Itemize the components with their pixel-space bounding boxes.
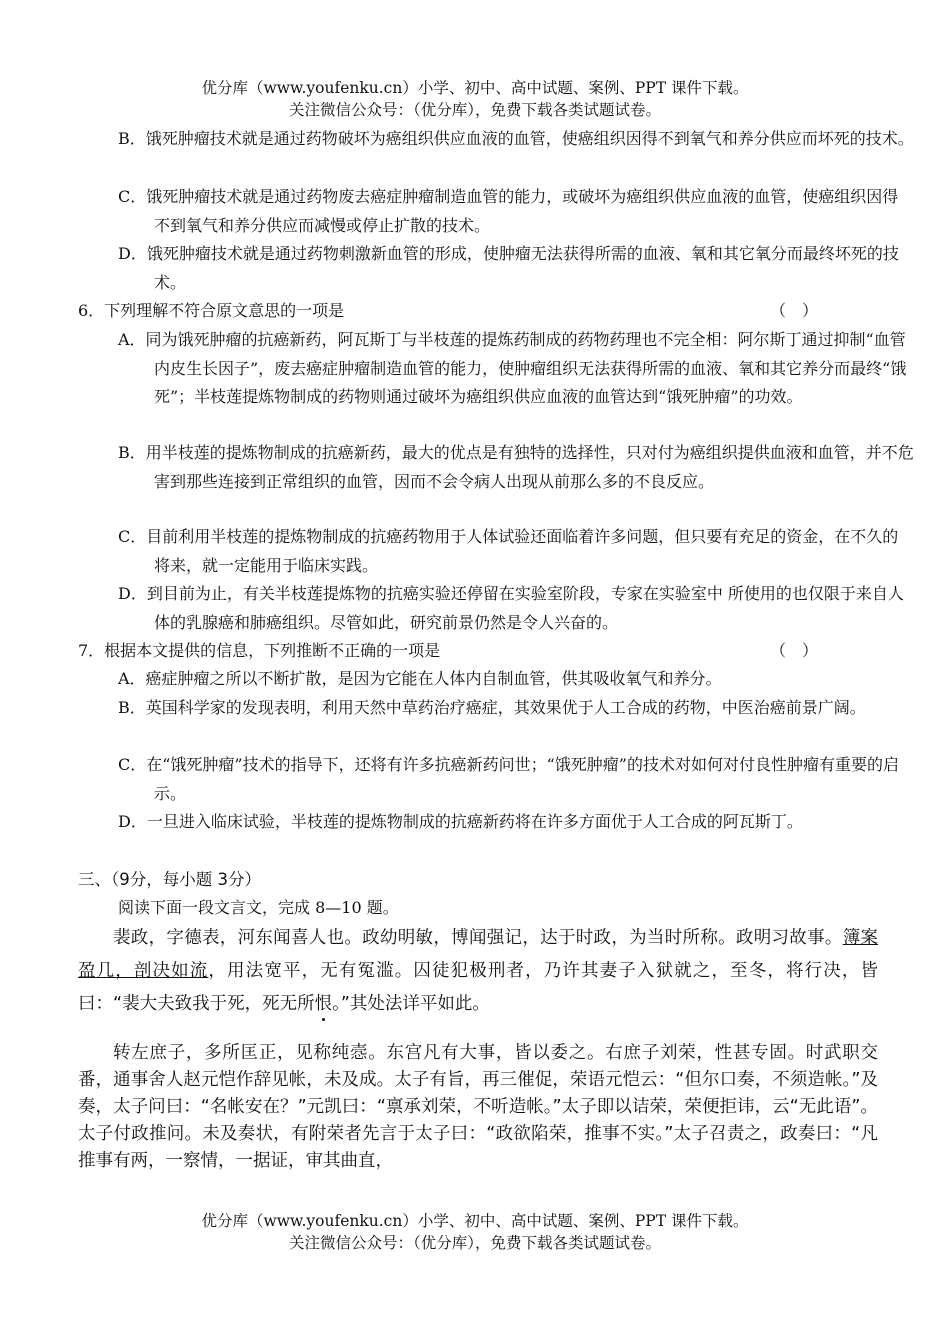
q6-option-a: A．同为饿死肿瘤的抗癌新药，阿瓦斯丁与半枝莲的提炼药制成的药物药理也不完全相：阿尔斯丁通过抑制“血管内皮生长因子”，废去癌症肿瘤制造血管的能力，使肿瘤组织无法获得所需的血液、氧和其它养分而最终“饿死”；半枝莲提炼物制成的药物则通过破坏为癌组织供应血液的血管达到“饿死肿瘤”的功效。 <box>118 330 907 406</box>
q7-option-a: A．癌症肿瘤之所以不断扩散，是因为它能在人体内自制血管，供其吸收氧气和养分。 <box>118 669 722 688</box>
header-line-2: 关注微信公众号：（优分库），免费下载各类试题试卷。 <box>288 101 661 119</box>
emphasized-character: 恨 <box>314 994 333 1014</box>
q5-option-d: D．饿死肿瘤技术就是通过药物刺激新血管的形成，使肿瘤无法获得所需的血液、氧和其它氧分而最终坏死的技术。 <box>118 244 899 292</box>
page-footer <box>0 1210 950 1254</box>
header-line-1: 优分库（www.youfenku.cn）小学、初中、高中试题、案例、PPT 课件下载。 <box>201 79 749 97</box>
q7-option-c: C．在“饿死肿瘤”技术的指导下，还将有许多抗癌新药问世；“饿死肿瘤”的技术对如何对付良性肿瘤有重要的启示。 <box>118 755 899 803</box>
passage-paragraph-1 <box>78 922 878 1021</box>
q5-option-b: B．饿死肿瘤技术就是通过药物破坏为癌组织供应血液的血管，使癌组织因得不到氧气和养分供应而坏死的技术。 <box>118 129 914 148</box>
passage-p1-part-b: ，用法宽平，无有冤滥。囚徒犯极刑者，乃许其妻子入狱就之，至冬，将行决，皆曰：“裴大夫致我于死，死无所 <box>78 961 879 1014</box>
q6-option-b: B．用半枝莲的提炼物制成的抗癌新药，最大的优点是有独特的选择性，只对付为癌组织提供血液和血管，并不危害到那些连接到正常组织的血管，因而不会令病人出现从前那么多的不良反应。 <box>118 443 914 491</box>
q7-option-d: D．一旦进入临床试验，半枝莲的提炼物制成的抗癌新药将在许多方面优于人工合成的阿瓦斯丁。 <box>118 812 803 831</box>
question-6-text: 6．下列理解不符合原文意思的一项是 <box>78 301 345 320</box>
passage-p1-part-a: 裴政，字德表，河东闻喜人也。政幼明敏，博闻强记，达于时政，为当时所称。政明习故事。 <box>113 928 843 948</box>
q6-option-c: C．目前利用半枝莲的提炼物制成的抗癌药物用于人体试验还面临着许多问题，但只要有充足的资金，在不久的将来，就一定能用于临床实践。 <box>118 527 899 575</box>
section-3-title: 三、（9分，每小题 3分） <box>78 870 261 889</box>
classical-passage <box>78 922 878 1175</box>
q7-option-b: B．英国科学家的发现表明，利用天然中草药治疗癌症，其效果优于人工合成的药物，中医治癌前景广阔。 <box>118 698 866 717</box>
question-6-stem <box>78 297 878 325</box>
question-7-text: 7．根据本文提供的信息，下列推断不正确的一项是 <box>78 641 441 660</box>
question-6-answer-blank: （ ） <box>769 301 818 320</box>
page-header <box>0 77 950 121</box>
passage-paragraph-2: 转左庶子，多所匡正，见称纯悫。东宫凡有大事，皆以委之。右庶子刘荣，性甚专固。时武职交番，通事舍人赵元恺作辞见帐，未及成。太子有旨，再三催促，荣语元恺云：“但尔口奏，不须造帐。”及奏，太子问曰：“名帐安在？”元凯曰：“禀承刘荣，不听造帐。”太子即以诘荣，荣便拒讳，云“无此语”。太子付政推问。未及奏状，有附荣者先言于太子曰：“政欲陷荣，推事不实。”太子召责之，政奏曰：“凡推事有两，一察情，一据证，审其曲直， <box>78 1043 878 1171</box>
underlined-phrase: 簿案盈几，剖决如流 <box>78 928 879 981</box>
footer-line-2: 关注微信公众号：（优分库），免费下载各类试题试卷。 <box>288 1234 661 1252</box>
section-3-intro: 阅读下面一段文言文，完成 8—10 题。 <box>118 898 399 917</box>
q6-option-d: D．到目前为止，有关半枝莲提炼物的抗癌实验还停留在实验室阶段，专家在实验室中 所使用的也仅限于来自人体的乳腺癌和肺癌组织。尽管如此，研究前景仍然是令人兴奋的。 <box>118 584 904 632</box>
passage-p1-part-c: 。”其处法详平如此。 <box>332 994 490 1014</box>
footer-line-1: 优分库（www.youfenku.cn）小学、初中、高中试题、案例、PPT 课件下载。 <box>201 1212 749 1230</box>
question-7-stem <box>78 637 878 665</box>
q5-option-c: C．饿死肿瘤技术就是通过药物废去癌症肿瘤制造血管的能力，或破坏为癌组织供应血液的血管，使癌组织因得不到氧气和养分供应而减慢或停止扩散的技术。 <box>118 187 899 235</box>
question-7-answer-blank: （ ） <box>769 641 818 660</box>
